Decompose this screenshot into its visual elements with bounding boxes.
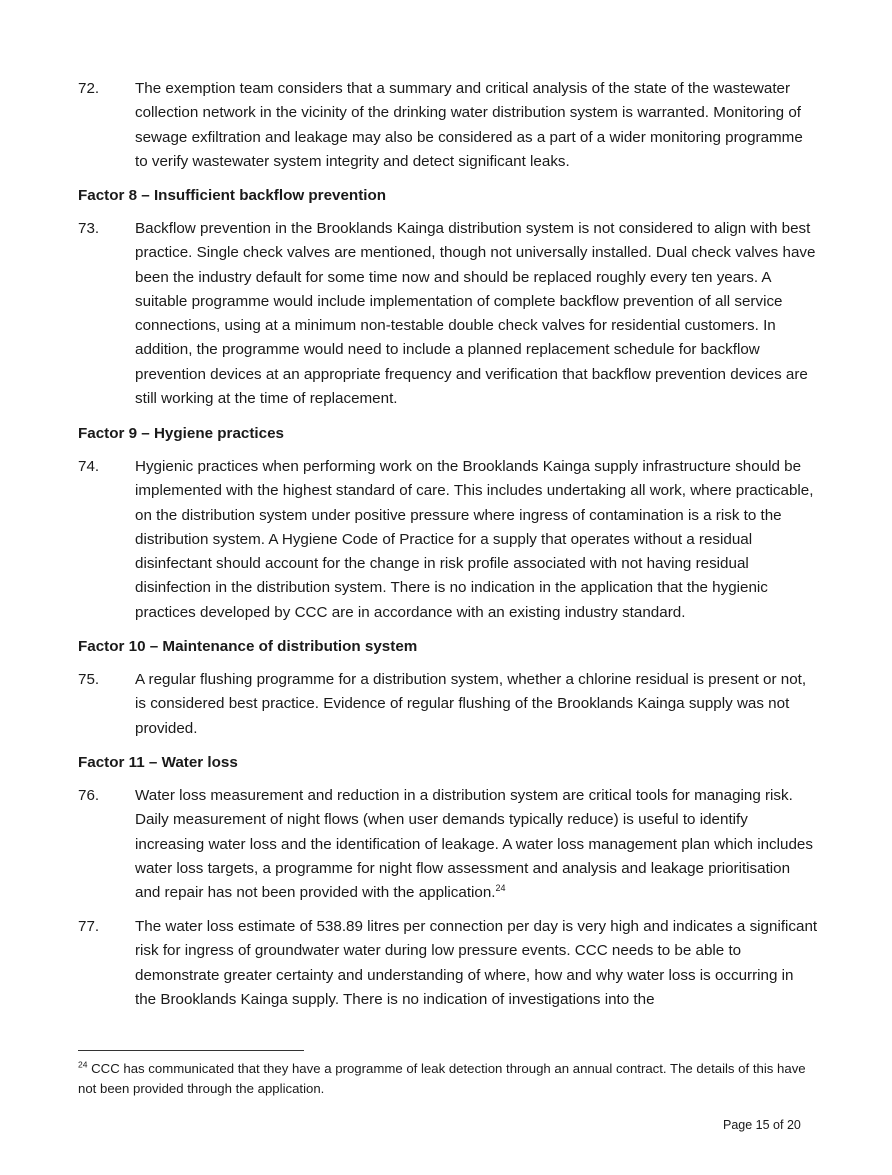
paragraph-text: Hygienic practices when performing work on the Brooklands Kainga supply infrastructure should be implemented with the highest standard of care. This includes undertaking all work, where practicable, on the distribution system under positive pressure where ingress of contamination is a risk to the distribution system. A Hygiene Code of Practice for a supply that operates without a residual disinfectant should account for the change in risk profile associated with not having residual disinfection in the distribution system. There is no indication in the application that the hygienic practices developed by CCC are in accordance with an existing industry standard. xyxy=(135,458,814,621)
footnote-separator xyxy=(78,1050,304,1051)
paragraph-76 xyxy=(78,784,818,905)
paragraph-number: 75. xyxy=(78,671,100,688)
footnote-marker: 24 xyxy=(78,1059,88,1070)
paragraph-number: 73. xyxy=(78,220,100,237)
paragraph-number: 74. xyxy=(78,458,100,475)
footnote-reference[interactable]: 24 xyxy=(495,883,506,894)
paragraph-73 xyxy=(78,217,818,411)
heading-factor-8: Factor 8 – Insufficient backflow prevention xyxy=(78,187,387,204)
heading-factor-11: Factor 11 – Water loss xyxy=(78,754,238,771)
heading-factor-10: Factor 10 – Maintenance of distribution system xyxy=(78,638,418,655)
paragraph-number: 76. xyxy=(78,787,100,804)
footnote-text: CCC has communicated that they have a programme of leak detection through an annual contract. The details of this have not been provided through the application. xyxy=(78,1061,806,1096)
paragraph-text: Backflow prevention in the Brooklands Kainga distribution system is not considered to align with best practice. Single check valves are mentioned, though not universally installed. Dual check valves have been the industry default for some time now and should be replaced roughly every ten years. A suitable programme would include implementation of complete backflow prevention of all service connections, using at a minimum non-testable double check valves for residential customers. In addition, the programme would need to include a planned replacement schedule for backflow prevention devices at an appropriate frequency and verification that backflow prevention devices are still working at the time of replacement. xyxy=(135,220,816,408)
paragraph-74 xyxy=(78,455,818,625)
paragraph-number: 77. xyxy=(78,918,100,935)
paragraph-number: 72. xyxy=(78,80,100,97)
paragraph-text: A regular flushing programme for a distribution system, whether a chlorine residual is present or not, is considered best practice. Evidence of regular flushing of the Brooklands Kainga supply was not provided. xyxy=(135,671,807,737)
paragraph-text xyxy=(135,784,818,905)
paragraph-body: Water loss measurement and reduction in a distribution system are critical tools for managing risk. Daily measurement of night flows (when user demands typically reduce) is useful to identify increasing water loss and the identification of leakage. A water loss management plan which includes water loss targets, a programme for night flow assessment and analysis and leakage prioritisation and repair has not been provided with the application. xyxy=(135,787,813,902)
paragraph-77 xyxy=(78,915,818,1012)
footnote xyxy=(78,1059,818,1099)
paragraph-text: The water loss estimate of 538.89 litres per connection per day is very high and indicates a significant risk for ingress of groundwater water during low pressure events. CCC needs to be able to demonstrate greater certainty and understanding of where, how and why water loss is occurring in the Brooklands Kainga supply. There is no indication of investigations into the xyxy=(135,918,818,1008)
paragraph-text: The exemption team considers that a summary and critical analysis of the state of the wastewater collection network in the vicinity of the drinking water distribution system is warranted. Monitoring of sewage exfiltration and leakage may also be considered as a part of a wider monitoring programme to verify wastewater system integrity and detect significant leaks. xyxy=(135,80,803,170)
heading-factor-9: Factor 9 – Hygiene practices xyxy=(78,425,284,442)
page-number: Page 15 of 20 xyxy=(723,1118,801,1132)
paragraph-75 xyxy=(78,668,818,741)
paragraph-72 xyxy=(78,77,818,174)
